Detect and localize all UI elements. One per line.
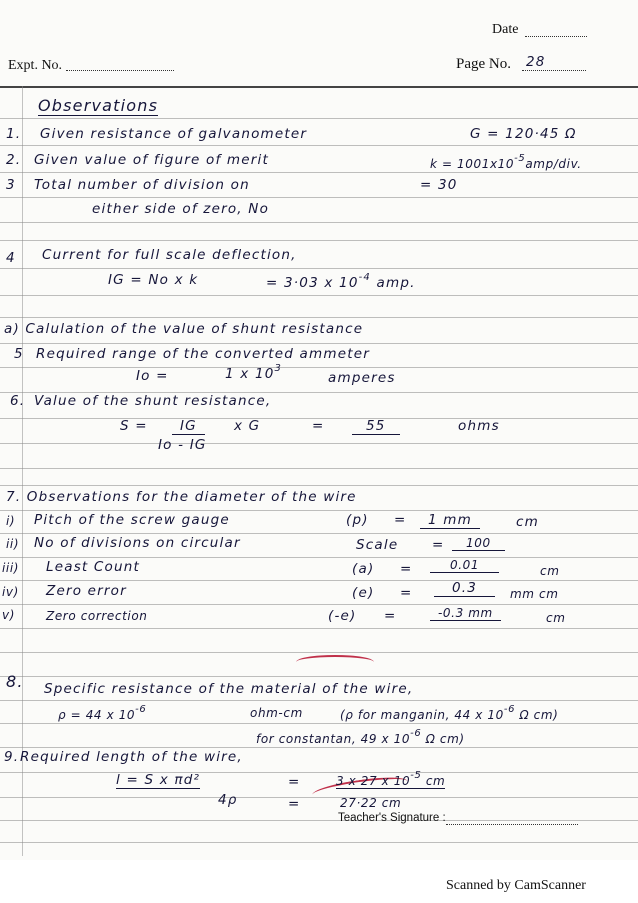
row-1-num: i) <box>6 514 16 528</box>
row-3-value: 0.01 <box>430 558 499 573</box>
row-4-label: Zero error <box>46 583 127 599</box>
item-3-text: Total number of division on <box>34 177 250 193</box>
item-6-text: Value of the shunt resistance, <box>34 393 272 409</box>
item-4-text: Current for full scale deflection, <box>42 247 297 263</box>
row-5-num: v) <box>2 608 15 622</box>
row-1-sym: (p) <box>346 512 369 528</box>
item-5-lhs: Io = <box>136 368 169 384</box>
row-3-eq: = <box>400 561 413 577</box>
row-5-eq: = <box>384 608 397 624</box>
row-2-sym: Scale <box>356 537 399 553</box>
row-5-value: -0.3 mm <box>430 606 501 621</box>
item-8-note2: for constantan, 49 x $10^{-6}$ Ω cm) <box>256 728 465 746</box>
header-divider <box>0 86 638 88</box>
item-6-lhs: S = <box>120 418 148 434</box>
item-6-value: 55 <box>352 418 400 435</box>
item-8-note1: (ρ for manganin, 44 x $10^{-6}$ Ω cm) <box>340 704 559 722</box>
row-4-eq: = <box>400 585 413 601</box>
item-9-value1: 3 x 27 x $10^{-5}$ cm <box>336 770 446 788</box>
item-5-num: 5 <box>14 346 24 362</box>
item-5-text: Required range of the converted ammeter <box>36 346 370 362</box>
date-line <box>525 36 587 37</box>
item-5-unit: amperes <box>328 370 396 386</box>
item-4-formula: IG = No x k <box>108 272 199 288</box>
row-2-eq: = <box>432 537 445 553</box>
shunt-heading: a) Calulation of the value of shunt resistance <box>4 321 364 337</box>
diameter-heading: 7. Observations for the diameter of the wire <box>6 489 357 505</box>
signature-line <box>446 824 578 825</box>
item-6-op: x G <box>234 418 261 434</box>
item-5-value: 1 x $10^3$ <box>225 363 283 382</box>
row-5-sym: (-e) <box>328 608 357 624</box>
row-1-eq: = <box>394 512 407 528</box>
item-9-formula: l = S x πd² <box>116 772 201 788</box>
row-5-unit: cm <box>546 611 566 625</box>
item-4-num: 4 <box>6 250 16 266</box>
item-3-value: = 30 <box>420 177 458 193</box>
observations-title: Observations <box>38 96 159 115</box>
row-5-label: Zero correction <box>46 609 148 623</box>
item-9-denom: 4ρ <box>218 792 238 808</box>
item-2-num: 2. <box>6 152 22 168</box>
item-2-text: Given value of figure of merit <box>34 152 269 168</box>
item-3-cont: either side of zero, No <box>92 201 270 217</box>
row-3-unit: cm <box>540 564 560 578</box>
expt-line <box>66 70 174 71</box>
item-6-unit: ohms <box>458 418 500 434</box>
row-1-value: 1 mm <box>420 512 480 529</box>
item-8-rho: ρ = 44 x $10^{-6}$ <box>58 704 147 722</box>
item-9-eq2: = <box>288 796 301 812</box>
item-1-num: 1. <box>6 126 22 142</box>
row-2-label: No of divisions on circular <box>34 535 241 551</box>
item-1-value: G = 120·45 Ω <box>470 126 577 142</box>
item-9-text: Required length of the wire, <box>20 749 243 765</box>
page-number: 28 <box>526 54 546 70</box>
row-4-unit: mm cm <box>510 587 559 601</box>
item-6-num: 6. <box>10 393 26 409</box>
item-1-text: Given resistance of galvanometer <box>40 126 308 142</box>
date-label: Date <box>492 22 519 37</box>
item-6-denominator: Io - IG <box>158 437 207 453</box>
page-line <box>522 70 586 71</box>
row-2-value: 100 <box>452 536 505 551</box>
item-4-value: = 3·03 x $10^{-4}$ amp. <box>266 272 416 291</box>
row-1-label: Pitch of the screw gauge <box>34 512 230 528</box>
row-4-sym: (e) <box>352 585 375 601</box>
item-2-value: $k = 1001x10^{-5}amp$/div. <box>430 153 582 171</box>
item-8-unit: ohm-cm <box>250 706 303 720</box>
correction-mark <box>296 655 374 669</box>
row-3-label: Least Count <box>46 559 141 575</box>
item-9-num: 9. <box>4 749 20 765</box>
row-4-num: iv) <box>2 585 19 599</box>
row-1-unit: cm <box>516 514 539 530</box>
row-3-sym: (a) <box>352 561 375 577</box>
margin-line <box>22 86 23 856</box>
item-6-eq: = <box>312 418 325 434</box>
scanner-footer: Scanned by CamScanner <box>446 878 586 893</box>
expt-label: Expt. No. <box>8 58 63 73</box>
row-2-num: ii) <box>6 537 20 551</box>
row-4-value: 0.3 <box>434 580 495 597</box>
teacher-signature-label: Teacher's Signature : <box>338 812 446 824</box>
item-8-text: Specific resistance of the material of the wire, <box>44 681 414 697</box>
item-3-num: 3 <box>6 177 16 193</box>
row-3-num: iii) <box>2 561 20 575</box>
item-9-value2: 27·22 cm <box>340 796 402 810</box>
page-label: Page No. <box>456 56 511 72</box>
item-9-eq1: = <box>288 774 301 790</box>
item-6-numerator: IG <box>172 418 205 435</box>
item-8-num: 8. <box>6 672 24 691</box>
